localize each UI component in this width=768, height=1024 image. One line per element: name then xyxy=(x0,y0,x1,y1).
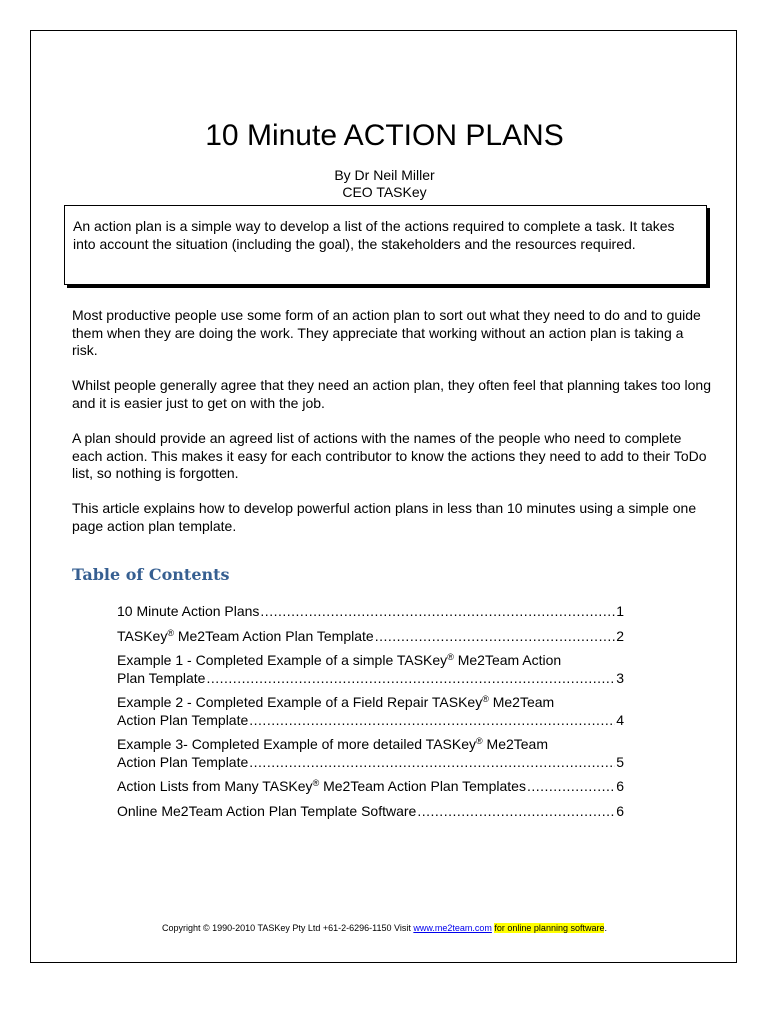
footer-period: . xyxy=(604,923,607,933)
registered-mark: ® xyxy=(167,627,174,638)
paragraph-1: Most productive people use some form of an action plan to sort out what they need to do and to guide them when they are doing the work. They appreciate that working without an action plan is taking a risk. xyxy=(72,307,701,358)
toc-entry-title-cont: Plan Template xyxy=(117,669,206,686)
toc-entry-2[interactable] xyxy=(117,628,624,646)
toc-entry-title-cont: Action Plan Template xyxy=(117,753,249,770)
toc-entry-7[interactable] xyxy=(117,803,624,821)
dot-leader xyxy=(527,778,615,796)
page-footer xyxy=(31,922,738,934)
toc-entry-title: Action Lists from Many TASKey® Me2Team Action Plan Templates xyxy=(117,778,526,794)
paragraph-3: A plan should provide an agreed list of actions with the names of the people who need to complete each action. This makes it easy for each contributor to know the actions they need to add to their ToDo list, so nothing is forgotten. xyxy=(72,430,707,481)
toc-entry-title: Example 1 - Completed Example of a simple TASKey® Me2Team Action xyxy=(117,652,562,668)
toc-entry-4[interactable] xyxy=(117,694,624,729)
toc-entry-3[interactable] xyxy=(117,652,624,687)
summary-text: An action plan is a simple way to develop a list of the actions required to complete a task. It takes into account the situation (including the goal), the stakeholders and the resources required. xyxy=(73,218,675,252)
website-link[interactable]: www.me2team.com xyxy=(413,923,492,933)
toc-page-number: 2 xyxy=(616,627,624,644)
toc-entry-title: Example 2 - Completed Example of a Field Repair TASKey® Me2Team xyxy=(117,694,555,710)
dot-leader xyxy=(417,803,615,821)
toc-entry-5[interactable] xyxy=(117,736,624,771)
dot-leader xyxy=(249,754,615,772)
copyright-text: Copyright © 1990-2010 TASKey Pty Ltd +61-2-6296-1150 Visit xyxy=(161,923,414,933)
highlighted-text: for online planning software xyxy=(494,923,605,933)
dot-leader xyxy=(375,628,616,646)
registered-mark: ® xyxy=(312,778,320,788)
summary-box xyxy=(64,205,707,285)
toc-page-number: 6 xyxy=(616,778,624,794)
registered-mark: ® xyxy=(447,652,454,662)
toc-entry-title: TASKey® Me2Team Action Plan Template xyxy=(117,627,374,644)
toc-entry-title: Example 3- Completed Example of more detailed TASKey® Me2Team xyxy=(117,736,548,752)
registered-mark: ® xyxy=(476,736,483,746)
table-of-contents xyxy=(117,603,624,827)
dot-leader xyxy=(260,603,615,621)
dot-leader xyxy=(249,712,615,730)
paragraph-2: Whilst people generally agree that they need an action plan, they often feel that planning takes too long and it is easier just to get on with the job. xyxy=(72,377,711,411)
registered-mark: ® xyxy=(482,694,489,704)
toc-heading: Table of Contents xyxy=(72,565,230,584)
document-title: 10 Minute ACTION PLANS xyxy=(205,119,564,152)
toc-page-number: 6 xyxy=(616,802,624,819)
toc-entry-title-cont: Action Plan Template xyxy=(117,711,249,728)
toc-page-number: 1 xyxy=(616,603,624,619)
dot-leader xyxy=(206,670,615,688)
toc-page-number: 3 xyxy=(616,669,624,686)
toc-page-number: 4 xyxy=(616,711,624,728)
byline xyxy=(31,167,738,201)
toc-entry-title: 10 Minute Action Plans xyxy=(117,603,260,619)
toc-entry-title: Online Me2Team Action Plan Template Software xyxy=(117,802,417,819)
paragraph-4: This article explains how to develop powerful action plans in less than 10 minutes using a simple one page action plan template. xyxy=(72,500,697,534)
toc-page-number: 5 xyxy=(616,753,624,770)
role-line: CEO TASKey xyxy=(342,184,427,200)
document-page xyxy=(30,30,737,963)
author-line: By Dr Neil Miller xyxy=(334,167,435,183)
toc-entry-6[interactable] xyxy=(117,778,624,796)
toc-entry-1[interactable] xyxy=(117,603,624,621)
